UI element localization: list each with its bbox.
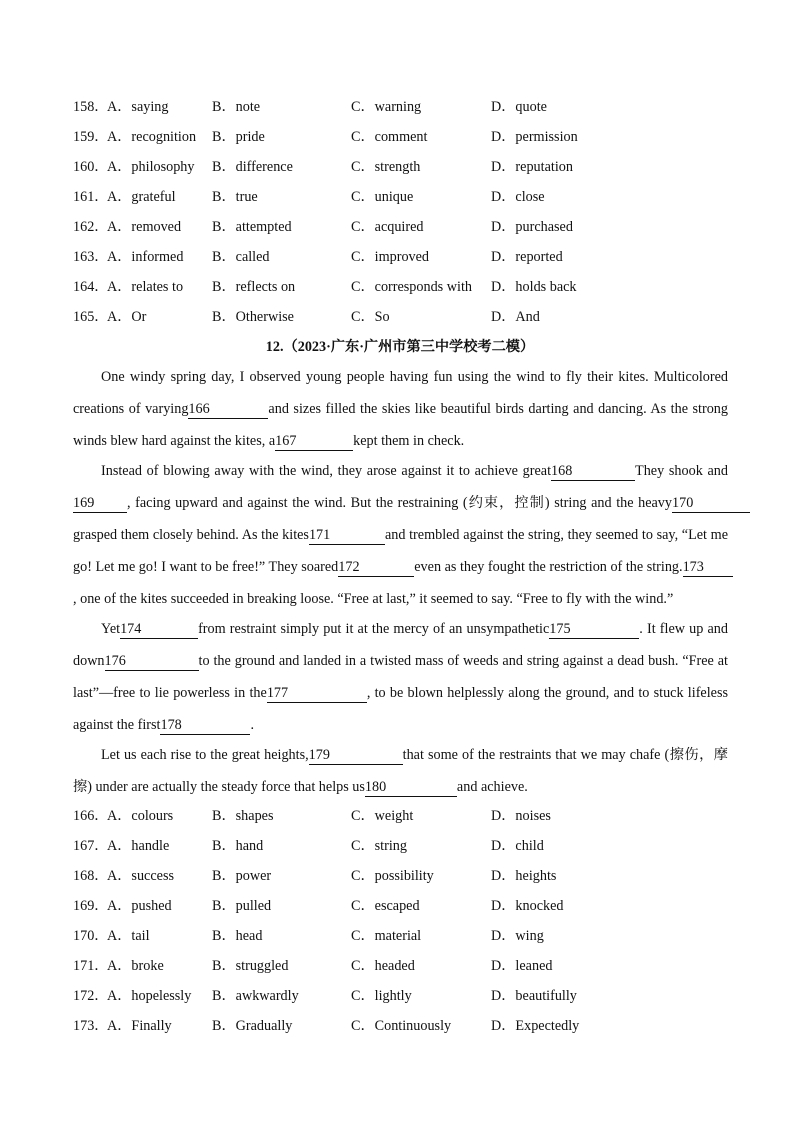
passage-text: Let us each rise to the great heights, <box>101 747 309 763</box>
passage-text: down <box>73 653 105 669</box>
option-b: B．struggled <box>212 958 289 974</box>
option-a: A．tail <box>107 928 150 944</box>
option-c: C．string <box>351 838 407 854</box>
blank-172: 172 <box>338 558 414 577</box>
passage-text: kept them in check. <box>353 433 465 449</box>
option-a: A．recognition <box>107 129 197 145</box>
passage-line <box>73 398 728 420</box>
option-d: D．leaned <box>491 958 553 974</box>
question-row <box>73 97 773 117</box>
passage-line <box>73 714 728 736</box>
option-b: B．called <box>212 249 270 265</box>
passage-text: They shook and <box>635 463 728 479</box>
option-d: D．And <box>491 309 540 325</box>
section-title: 12.（2023·广东·广州市第三中学校考二模） <box>265 339 535 355</box>
question-number: 165． <box>73 309 109 325</box>
question-number: 162． <box>73 219 109 235</box>
option-a: A．Finally <box>107 1018 172 1034</box>
option-d: D．beautifully <box>491 988 577 1004</box>
option-b: B．reflects on <box>212 279 296 295</box>
passage-line <box>73 682 728 704</box>
question-row <box>73 307 773 327</box>
question-number: 163． <box>73 249 109 265</box>
option-c: C．corresponds with <box>351 279 472 295</box>
passage-text: and trembled against the string, they seemed to say, “Let me <box>384 527 728 543</box>
option-b: B．attempted <box>212 219 292 235</box>
option-c: C．headed <box>351 958 415 974</box>
option-c: C．strength <box>351 159 421 175</box>
passage-text: grasped them closely behind. As the kites <box>73 527 309 543</box>
blank-167: 167 <box>275 432 353 451</box>
question-row <box>73 896 773 916</box>
passage-text: from restraint simply put it at the mercy of an unsympathetic <box>198 621 550 637</box>
passage-line <box>73 588 728 610</box>
option-a: A．pushed <box>107 898 172 914</box>
passage-text: , one of the kites succeeded in breaking loose. “Free at last,” it seemed to say. “Free to fly with the wind.” <box>73 591 674 607</box>
question-row <box>73 157 773 177</box>
blank-179: 179 <box>309 746 403 765</box>
passage-text: , to be blown helplessly along the ground, and to stuck lifeless <box>366 685 728 701</box>
blank-178: 178 <box>160 716 250 735</box>
option-d: D．reported <box>491 249 563 265</box>
question-number: 169． <box>73 898 109 914</box>
option-a: A．colours <box>107 808 174 824</box>
option-d: D．close <box>491 189 545 205</box>
question-number: 161． <box>73 189 109 205</box>
option-d: D．purchased <box>491 219 573 235</box>
passage-text: winds blew hard against the kites, a <box>73 433 276 449</box>
question-row <box>73 247 773 267</box>
option-b: B．Otherwise <box>212 309 294 325</box>
blank-169: 169 <box>73 494 127 513</box>
option-d: D．reputation <box>491 159 573 175</box>
passage-text: creations of varying <box>73 401 189 417</box>
question-row <box>73 187 773 207</box>
passage-text: . It flew up and <box>639 621 728 637</box>
option-b: B．head <box>212 928 263 944</box>
passage-text: 擦) under are actually the steady force that helps us <box>73 779 365 795</box>
question-number: 164． <box>73 279 109 295</box>
option-c: C．Continuously <box>351 1018 452 1034</box>
option-c: C．comment <box>351 129 428 145</box>
option-c: C．acquired <box>351 219 424 235</box>
option-a: A．broke <box>107 958 164 974</box>
option-b: B．Gradually <box>212 1018 293 1034</box>
passage-line <box>101 744 728 766</box>
question-number: 159． <box>73 129 109 145</box>
option-b: B．difference <box>212 159 293 175</box>
blank-166: 166 <box>188 400 268 419</box>
blank-176: 176 <box>105 652 199 671</box>
passage-line <box>73 430 728 452</box>
passage-line <box>73 556 728 578</box>
question-number: 167． <box>73 838 109 854</box>
option-b: B．true <box>212 189 258 205</box>
option-d: D．wing <box>491 928 544 944</box>
option-a: A．success <box>107 868 174 884</box>
option-d: D．permission <box>491 129 578 145</box>
question-row <box>73 1016 773 1036</box>
question-number: 173． <box>73 1018 109 1034</box>
question-row <box>73 127 773 147</box>
passage-line <box>73 492 750 514</box>
blank-175: 175 <box>549 620 639 639</box>
option-d: D．child <box>491 838 544 854</box>
passage-text: even as they fought the restriction of the string. <box>414 559 683 575</box>
option-a: A．removed <box>107 219 182 235</box>
option-a: A．informed <box>107 249 184 265</box>
option-c: C．lightly <box>351 988 412 1004</box>
question-number: 166． <box>73 808 109 824</box>
option-a: A．philosophy <box>107 159 195 175</box>
option-b: B．hand <box>212 838 264 854</box>
option-d: D．holds back <box>491 279 577 295</box>
passage-line <box>101 460 728 482</box>
blank-177: 177 <box>267 684 367 703</box>
option-a: A．relates to <box>107 279 184 295</box>
option-c: C．possibility <box>351 868 434 884</box>
option-c: C．improved <box>351 249 430 265</box>
passage-text: , facing upward and against the wind. But the restraining (约束，控制) string and the heavy <box>127 495 672 511</box>
question-number: 172． <box>73 988 109 1004</box>
option-a: A．hopelessly <box>107 988 192 1004</box>
option-c: C．material <box>351 928 422 944</box>
question-row <box>73 926 773 946</box>
option-d: D．Expectedly <box>491 1018 580 1034</box>
question-number: 171． <box>73 958 109 974</box>
option-c: C．So <box>351 309 390 325</box>
passage-text: One windy spring day, I observed young people having fun using the wind to fly their kites. Multicolored <box>101 369 728 385</box>
passage-line <box>101 618 728 640</box>
blank-174: 174 <box>120 620 198 639</box>
option-d: D．noises <box>491 808 551 824</box>
option-b: B．shapes <box>212 808 274 824</box>
option-c: C．escaped <box>351 898 420 914</box>
blank-180: 180 <box>365 778 457 797</box>
question-row <box>73 277 773 297</box>
passage-text: and achieve. <box>456 779 528 795</box>
passage-line <box>73 776 728 798</box>
question-number: 160． <box>73 159 109 175</box>
passage-line <box>101 366 728 388</box>
question-row <box>73 986 773 1006</box>
option-b: B．awkwardly <box>212 988 299 1004</box>
passage-text: last”—free to lie powerless in the <box>73 685 267 701</box>
option-c: C．unique <box>351 189 414 205</box>
question-row <box>73 217 773 237</box>
passage-text: . <box>250 717 255 733</box>
passage-line <box>73 524 728 546</box>
option-c: C．weight <box>351 808 414 824</box>
passage-text: and sizes filled the skies like beautiful birds darting and dancing. As the strong <box>268 401 728 417</box>
passage-text: that some of the restraints that we may chafe (擦伤，摩 <box>402 747 728 763</box>
question-row <box>73 866 773 886</box>
passage-text: go! Let me go! I want to be free!” They soared <box>73 559 339 575</box>
question-row <box>73 956 773 976</box>
option-a: A．grateful <box>107 189 176 205</box>
passage-text: Yet <box>101 621 121 637</box>
option-c: C．warning <box>351 99 422 115</box>
blank-168: 168 <box>551 462 635 481</box>
option-d: D．knocked <box>491 898 564 914</box>
passage-text: to the ground and landed in a twisted mass of weeds and string against a dead bush. “Free at <box>198 653 728 669</box>
blank-170: 170 <box>672 494 750 513</box>
option-d: D．heights <box>491 868 557 884</box>
passage-text: Instead of blowing away with the wind, they arose against it to achieve great <box>101 463 552 479</box>
option-a: A．saying <box>107 99 169 115</box>
option-b: B．pride <box>212 129 265 145</box>
option-b: B．pulled <box>212 898 272 914</box>
question-row <box>73 836 773 856</box>
question-number: 170． <box>73 928 109 944</box>
option-b: B．note <box>212 99 261 115</box>
blank-173: 173 <box>683 558 733 577</box>
option-b: B．power <box>212 868 272 884</box>
option-a: A．handle <box>107 838 170 854</box>
passage-text: against the first <box>73 717 161 733</box>
passage-line <box>73 650 728 672</box>
option-a: A．Or <box>107 309 147 325</box>
question-number: 168． <box>73 868 109 884</box>
question-row <box>73 806 773 826</box>
option-d: D．quote <box>491 99 547 115</box>
question-number: 158． <box>73 99 109 115</box>
blank-171: 171 <box>309 526 385 545</box>
